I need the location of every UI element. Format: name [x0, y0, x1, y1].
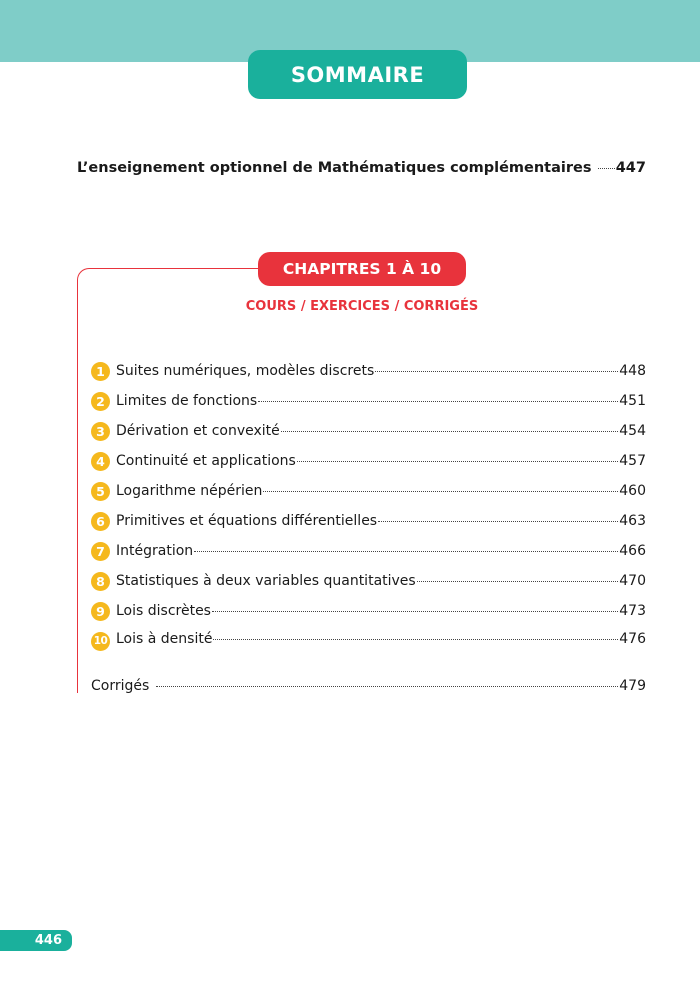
chapter-number-badge: 4	[91, 452, 110, 471]
chapter-number-badge: 10	[91, 632, 110, 651]
dot-leader	[598, 167, 614, 169]
toc-entry-page: 466	[619, 543, 646, 559]
dot-leader	[375, 370, 618, 372]
toc-entry-label: Statistiques à deux variables quantitatives	[116, 573, 416, 589]
toc-entry-label: L’enseignement optionnel de Mathématiques complémentaires	[77, 160, 592, 176]
toc-entry-chapter-6[interactable]	[91, 511, 646, 530]
dot-leader	[378, 520, 618, 522]
toc-entry-label: Limites de fonctions	[116, 393, 258, 409]
dot-leader	[417, 580, 619, 582]
chapter-number-badge: 3	[91, 422, 110, 441]
toc-entry-page: 479	[619, 678, 646, 694]
chapter-number-badge: 1	[91, 362, 110, 381]
toc-entry-page: 463	[619, 513, 646, 529]
toc-entry-page: 476	[619, 631, 646, 647]
toc-entry-chapter-5[interactable]	[91, 481, 646, 500]
toc-entry-label: Primitives et équations différentielles	[116, 513, 378, 529]
toc-entry-label: Intégration	[116, 543, 194, 559]
chapter-number-badge: 8	[91, 572, 110, 591]
toc-entry-label: Corrigés	[91, 678, 150, 694]
dot-leader	[213, 638, 618, 640]
toc-entry-page: 448	[619, 363, 646, 379]
toc-entry-page: 451	[619, 393, 646, 409]
dot-leader	[212, 610, 618, 612]
toc-entry-page: 457	[619, 453, 646, 469]
chapter-number-badge: 5	[91, 482, 110, 501]
dot-leader	[263, 490, 618, 492]
toc-entry-label: Continuité et applications	[116, 453, 296, 469]
section-title: CHAPITRES 1 À 10	[258, 252, 466, 286]
toc-entry-page: 460	[619, 483, 646, 499]
dot-leader	[297, 460, 618, 462]
dot-leader	[156, 685, 618, 687]
toc-entry-intro[interactable]	[77, 160, 646, 176]
toc-entry-page: 470	[619, 573, 646, 589]
chapter-number-badge: 2	[91, 392, 110, 411]
toc-entry-chapter-1[interactable]	[91, 361, 646, 380]
dot-leader	[258, 400, 618, 402]
toc-entry-label: Suites numériques, modèles discrets	[116, 363, 375, 379]
toc-entry-chapter-8[interactable]	[91, 571, 646, 590]
chapter-number-badge: 9	[91, 602, 110, 621]
toc-entry-chapter-4[interactable]	[91, 451, 646, 470]
toc-entry-chapter-3[interactable]	[91, 421, 646, 440]
toc-entry-page: 447	[615, 160, 646, 176]
toc-entry-page: 473	[619, 603, 646, 619]
chapter-number-badge: 6	[91, 512, 110, 531]
toc-entry-chapter-9[interactable]	[91, 601, 646, 620]
toc-entry-label: Logarithme népérien	[116, 483, 263, 499]
toc-entry-corriges[interactable]	[91, 678, 646, 694]
toc-entry-chapter-2[interactable]	[91, 391, 646, 410]
dot-leader	[281, 430, 618, 432]
toc-entry-chapter-10[interactable]	[91, 631, 646, 650]
toc-entry-page: 454	[619, 423, 646, 439]
dot-leader	[194, 550, 618, 552]
chapter-number-badge: 7	[91, 542, 110, 561]
toc-entry-label: Dérivation et convexité	[116, 423, 280, 439]
toc-entry-label: Lois à densité	[116, 631, 213, 647]
toc-entry-chapter-7[interactable]	[91, 541, 646, 560]
toc-entry-label: Lois discrètes	[116, 603, 211, 619]
section-subtitle: COURS / EXERCICES / CORRIGÉS	[245, 299, 479, 314]
page-number: 446	[0, 930, 72, 951]
page-title: SOMMAIRE	[248, 50, 467, 99]
